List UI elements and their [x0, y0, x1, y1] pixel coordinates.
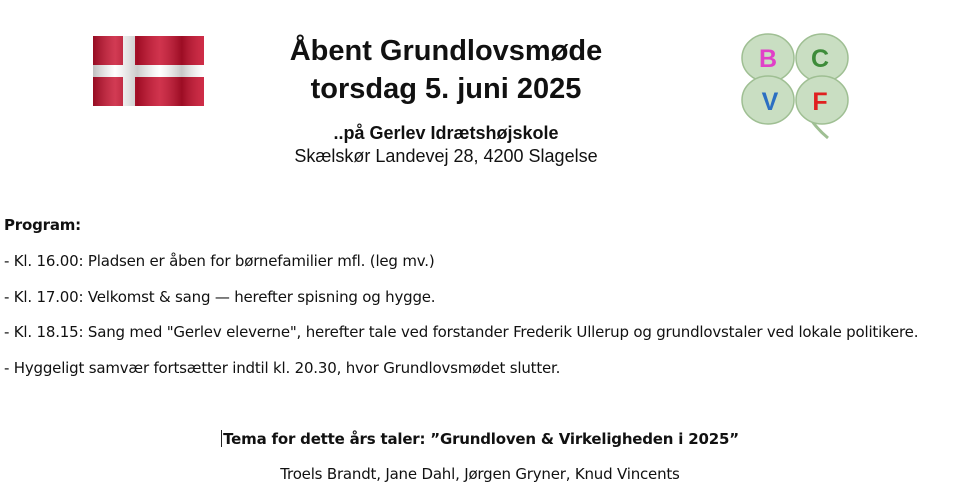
program-item: - Kl. 16.00: Pladsen er åben for børnefamilier mfl. (leg mv.)	[4, 252, 435, 270]
program-item: - Kl. 18.15: Sang med "Gerlev eleverne", herefter tale ved forstander Frederik Ullerup og grundlovstaler ved lokale politikere.	[4, 323, 919, 341]
theme-line	[0, 429, 960, 449]
clover-logo	[736, 30, 854, 144]
danish-flag-image	[93, 36, 204, 106]
program-item: - Hyggeligt samvær fortsætter indtil kl. 20.30, hvor Grundlovsmødet slutter.	[4, 359, 561, 377]
program-heading: Program:	[4, 216, 81, 234]
program-item: - Kl. 17.00: Velkomst & sang — herefter spisning og hygge.	[4, 288, 436, 306]
theme-text: Tema for dette års taler: ”Grundloven & Virkeligheden i 2025”	[223, 430, 739, 448]
venue-text: ..på Gerlev Idrætshøjskole	[333, 123, 559, 143]
title-line-1: Åbent Grundlovsmøde	[289, 35, 603, 67]
speakers-line: Troels Brandt, Jane Dahl, Jørgen Gryner, Knud Vincents	[280, 465, 680, 483]
title-line-2: torsdag 5. juni 2025	[310, 73, 582, 105]
clover-letter-c: C	[810, 45, 830, 73]
clover-letter-b: B	[758, 45, 778, 73]
clover-letter-v: V	[761, 88, 779, 116]
address-text: Skælskør Landevej 28, 4200 Slagelse	[294, 146, 598, 166]
clover-letter-f: F	[812, 88, 828, 116]
text-cursor	[221, 430, 222, 447]
